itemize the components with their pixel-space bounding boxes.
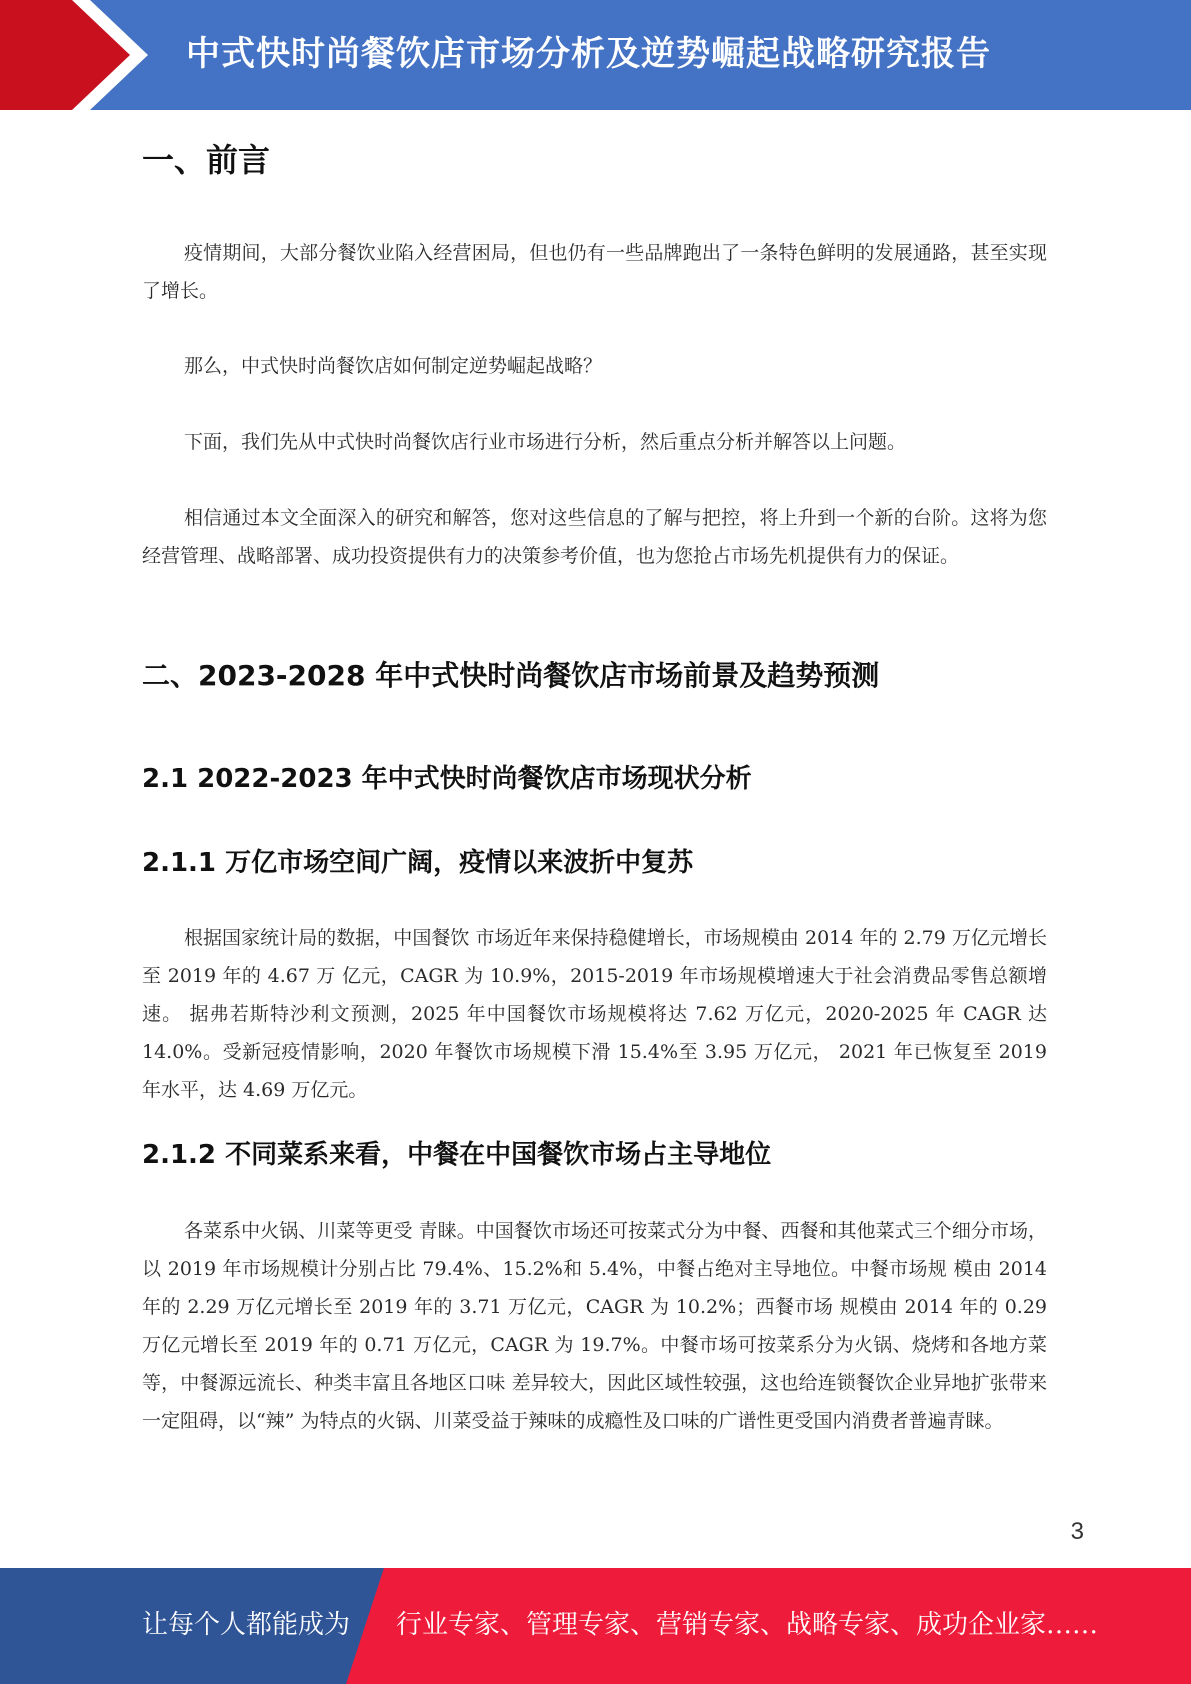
paragraph: 相信通过本文全面深入的研究和解答，您对这些信息的了解与把控，将上升到一个新的台阶。这将为您经营管理、战略部署、成功投资提供有力的决策参考价值，也为您抢占市场先机提供有力的保证。 — [142, 507, 1047, 567]
paragraph: 下面，我们先从中式快时尚餐饮店行业市场进行分析，然后重点分析并解答以上问题。 — [184, 431, 907, 453]
paragraph: 那么，中式快时尚餐饮店如何制定逆势崛起战略？ — [184, 355, 603, 377]
header-banner — [0, 0, 1191, 110]
section-2-1-1-paragraph — [142, 919, 1047, 1109]
section-1-paragraph-3 — [142, 423, 1047, 461]
footer-banner — [0, 1568, 1191, 1684]
section-1-heading: 一、前言 — [142, 141, 271, 179]
section-2-1-2-paragraph — [142, 1212, 1047, 1440]
paragraph: 各菜系中火锅、川菜等更受 青睐。中国餐饮市场还可按菜式分为中餐、西餐和其他菜式三个细分市场，以 2019 年市场规模计分别占比 79.4%、15.2%和 5.4%，中餐占绝对主导地位。中餐市场规 模由 2014 年的 2.29 万亿元增长至 2019 年的 3.71 万亿元，CAGR 为 10.2%；西餐市场 规模由 2014 年的 0.29 万亿元增长至 2019 年的 0.71 万亿元，CAGR 为 19.7%。中餐市场可按菜系分为火锅、烧烤和各地方菜等，中餐源远流长、种类丰富且各地区口味 差异较大，因此区域性较强，这也给连锁餐饮企业异地扩张带来一定阻碍，以“辣” 为特点的火锅、川菜受益于辣味的成瘾性及口味的广谱性更受国内消费者普遍青睐。 — [142, 1220, 1047, 1432]
section-2-1-1-heading: 2.1.1 万亿市场空间广阔，疫情以来波折中复苏 — [142, 848, 694, 878]
paragraph: 根据国家统计局的数据，中国餐饮 市场近年来保持稳健增长，市场规模由 2014 年的 2.79 万亿元增长至 2019 年的 4.67 万 亿元，CAGR 为 10.9%，2015-2019 年市场规模增速大于社会消费品零售总额增速。 据弗若斯特沙利文预测，2025 年中国餐饮市场规模将达 7.62 万亿元，2020-2025 年 CAGR 达 14.0%。受新冠疫情影响，2020 年餐饮市场规模下滑 15.4%至 3.95 万亿元， 2021 年已恢复至 2019 年水平，达 4.69 万亿元。 — [142, 927, 1047, 1101]
paragraph: 疫情期间，大部分餐饮业陷入经营困局，但也仍有一些品牌跑出了一条特色鲜明的发展通路，甚至实现了增长。 — [142, 242, 1047, 302]
section-2-1-2-heading: 2.1.2 不同菜系来看，中餐在中国餐饮市场占主导地位 — [142, 1140, 772, 1170]
footer-slogan-left: 让每个人都能成为 — [142, 1610, 351, 1640]
section-1-paragraph-2 — [142, 347, 1047, 385]
section-2-heading: 二、2023-2028 年中式快时尚餐饮店市场前景及趋势预测 — [142, 659, 880, 692]
report-title: 中式快时尚餐饮店市场分析及逆势崛起战略研究报告 — [186, 34, 991, 74]
page-number: 3 — [1070, 1518, 1084, 1545]
footer-slogan-right: 行业专家、管理专家、营销专家、战略专家、成功企业家…… — [396, 1610, 1099, 1640]
section-2-1-heading: 2.1 2022-2023 年中式快时尚餐饮店市场现状分析 — [142, 764, 752, 794]
section-1-paragraph-4 — [142, 499, 1047, 575]
section-1-paragraph-1 — [142, 234, 1047, 310]
